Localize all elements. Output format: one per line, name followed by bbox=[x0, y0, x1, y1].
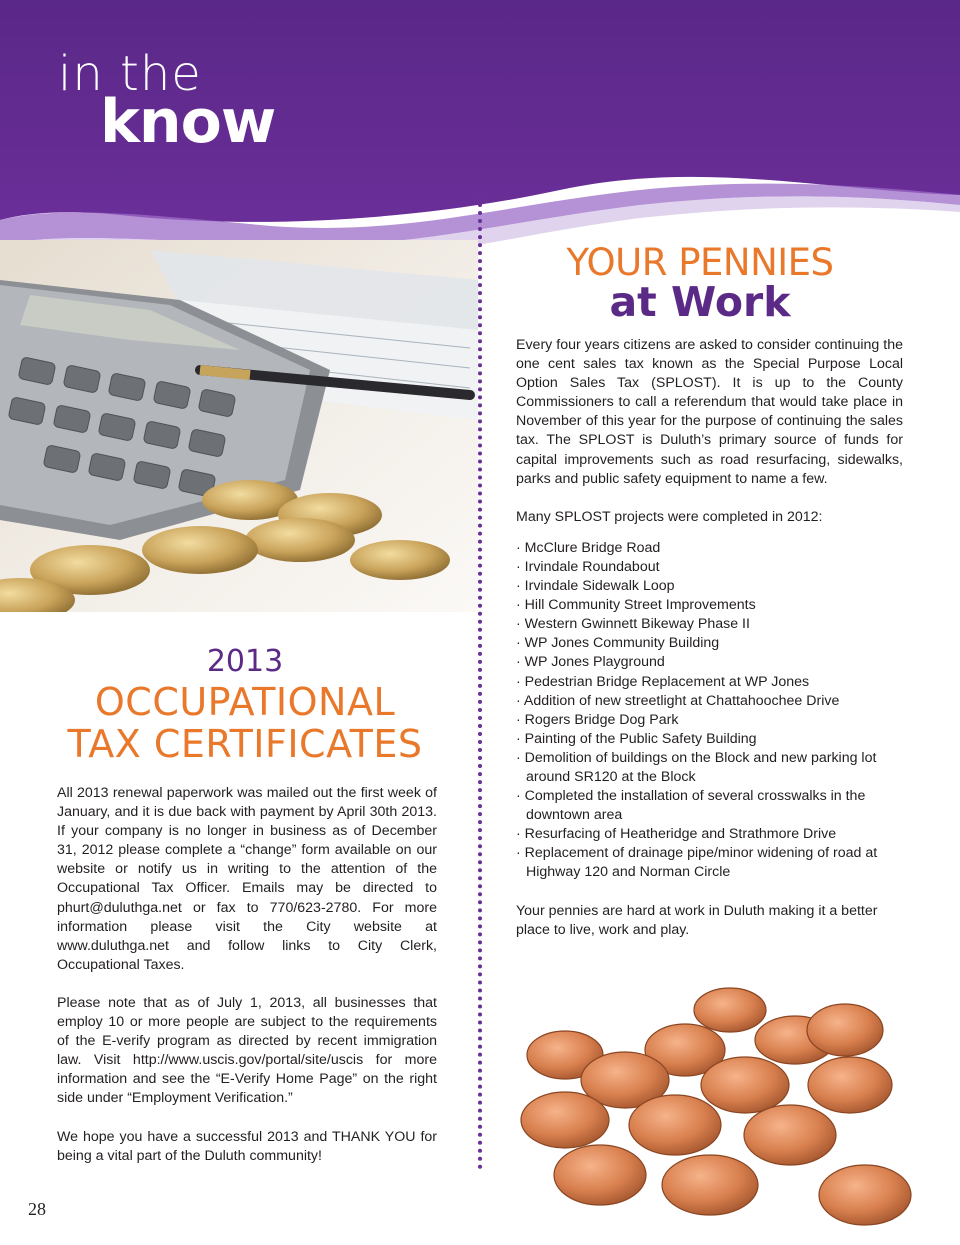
pennies-title-line2: at Work bbox=[609, 278, 791, 326]
pennies-photo bbox=[505, 960, 927, 1240]
outro-paragraph: Your pennies are hard at work in Duluth making it a better place to live, work and play. bbox=[516, 902, 878, 938]
list-item: · Resurfacing of Heatheridge and Strathmore Drive bbox=[516, 826, 837, 843]
occupational-tax-body bbox=[57, 784, 437, 1185]
body-paragraph: We hope you have a successful 2013 and THANK YOU for being a vital part of the Duluth community! bbox=[57, 1128, 437, 1164]
intro-paragraph: Every four years citizens are asked to consider continuing the one cent sales tax known as the Special Purpose Local Option Sales Tax (SPLOST). It is up to the County Commissioners to call a referendum that would take place in November of this year for the purpose of continuing the sales tax. The SPLOST is Duluth’s primary source of funds for capital improvements such as road resurfacing, sidewalks, parks and public safety equipment to name a few. bbox=[516, 337, 903, 487]
masthead-in-the: in the bbox=[58, 46, 202, 102]
list-item: · Painting of the Public Safety Building bbox=[516, 730, 757, 747]
article-year-heading: 2013 bbox=[206, 644, 284, 679]
list-item: · Rogers Bridge Dog Park bbox=[516, 711, 679, 728]
list-item: · WP Jones Playground bbox=[516, 654, 665, 671]
list-item: · Pedestrian Bridge Replacement at WP Jones bbox=[516, 673, 810, 690]
list-item: · Irvindale Roundabout bbox=[516, 558, 660, 575]
list-item: · Hill Community Street Improvements bbox=[516, 597, 756, 614]
pennies-title-line1: YOUR PENNIES bbox=[566, 241, 834, 284]
list-item: · WP Jones Community Building bbox=[516, 635, 720, 652]
calculator-coins-photo bbox=[0, 240, 478, 612]
list-item: · Irvindale Sidewalk Loop bbox=[516, 578, 675, 595]
list-item: · Addition of new streetlight at Chattahoochee Drive bbox=[516, 692, 840, 709]
article-title-line2: TAX CERTIFICATES bbox=[67, 722, 423, 766]
list-item: · Replacement of drainage pipe/minor widening of road at Highway 120 and Norman Circle bbox=[516, 845, 878, 881]
projects-list bbox=[516, 539, 903, 883]
masthead-know: know bbox=[100, 87, 276, 157]
projects-lead: Many SPLOST projects were completed in 2012: bbox=[516, 508, 823, 525]
list-item: · Demolition of buildings on the Block and new parking lot around SR120 at the Block bbox=[516, 749, 877, 785]
page-number: 28 bbox=[28, 1199, 46, 1219]
list-item: · Completed the installation of several crosswalks in the downtown area bbox=[516, 788, 866, 824]
body-paragraph: Please note that as of July 1, 2013, all businesses that employ 10 or more people are subject to the requirements of the E-verify program as directed by recent immigration law. Visit http://www.uscis.gov/portal/site/uscis for more information and see the “E-Verify Home Page” on the right side under “Employment Verification.” bbox=[57, 994, 437, 1107]
body-paragraph: All 2013 renewal paperwork was mailed out the first week of January, and it is due back with payment by April 30th 2013. If your company is no longer in business as of December 31, 2012 please complete a “change” form available on our website or notify us in writing to the attention of the Occupational Tax Officer. Emails may be directed to phurt@duluthga.net or fax to 770/623-2780. For more information please visit the City website at www.duluthga.net and follow links to City Clerk, Occupational Taxes. bbox=[57, 785, 437, 973]
pennies-article-body bbox=[516, 336, 903, 940]
list-item: · Western Gwinnett Bikeway Phase II bbox=[516, 616, 750, 633]
article-title-line1: OCCUPATIONAL bbox=[94, 680, 396, 724]
list-item: · McClure Bridge Road bbox=[516, 539, 661, 556]
